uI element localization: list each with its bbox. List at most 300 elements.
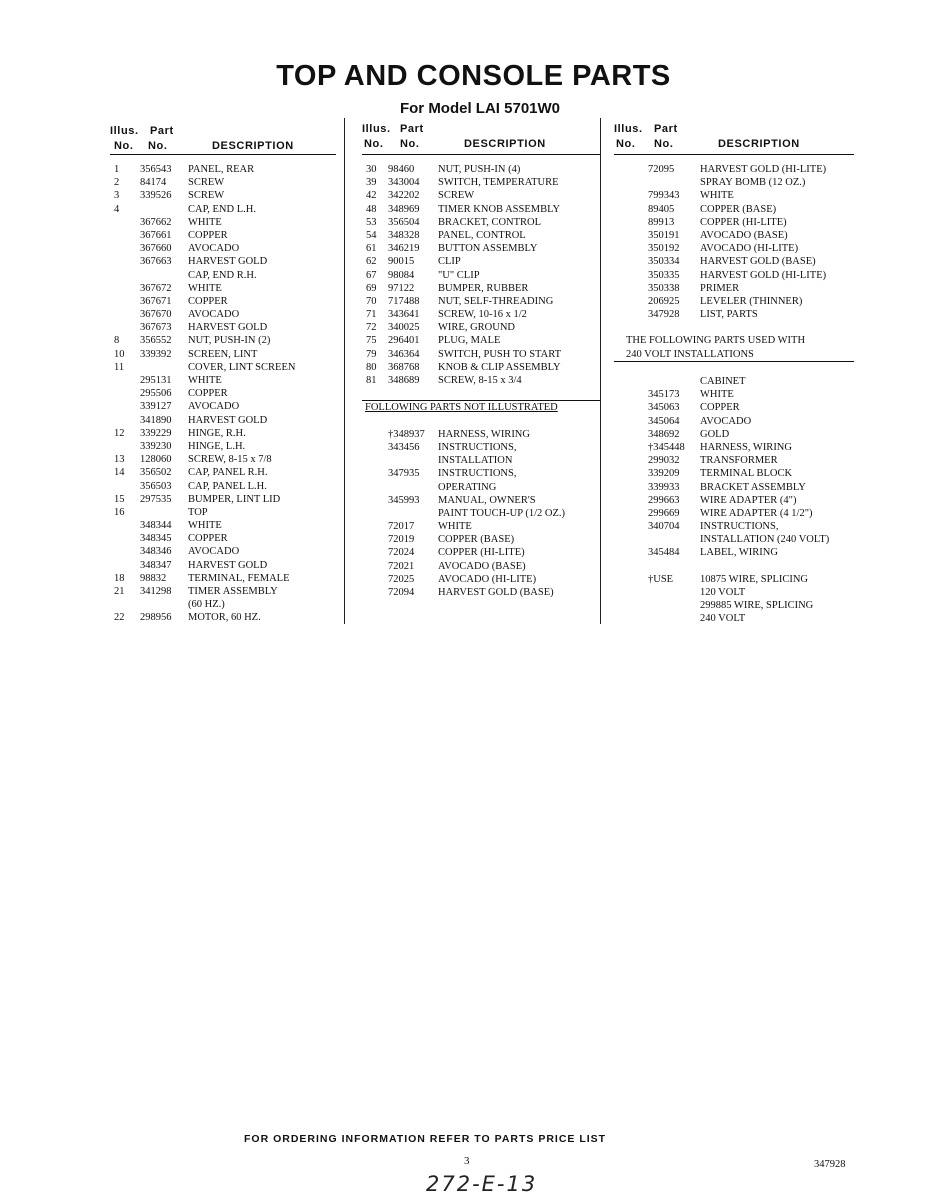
part-description: TRANSFORMER [700, 455, 778, 467]
part-number: 348969 [388, 203, 420, 215]
part-number: 367670 [140, 309, 172, 321]
parts-row [362, 520, 600, 533]
parts-row [110, 255, 336, 268]
part-number: 299669 [648, 507, 680, 519]
part-description: BRACKET, CONTROL [438, 216, 542, 228]
parts-column-3 [614, 118, 854, 626]
parts-row [362, 481, 600, 494]
parts-row [110, 453, 336, 466]
parts-row [362, 282, 600, 295]
part-description: 10875 WIRE, SPLICING [700, 573, 809, 585]
parts-row [110, 400, 336, 413]
part-description: HARVEST GOLD (BASE) [438, 587, 554, 598]
part-description: TERMINAL, FEMALE [188, 572, 290, 584]
part-number: 356543 [140, 164, 172, 175]
part-number: 339230 [140, 440, 172, 452]
parts-row [110, 374, 336, 387]
part-description: BUMPER, RUBBER [438, 282, 529, 294]
part-number: 350192 [648, 243, 680, 255]
header-description: DESCRIPTION [212, 140, 294, 152]
part-description: AVOCADO [188, 243, 240, 255]
part-number: 128060 [140, 454, 172, 466]
part-description: HARVEST GOLD [188, 559, 268, 571]
part-description: SCREW [188, 177, 225, 189]
part-number: 367672 [140, 282, 172, 294]
part-description: PANEL, REAR [188, 164, 255, 175]
row-spacer [614, 321, 854, 334]
part-number: 346364 [388, 348, 420, 360]
part-number: 343456 [388, 441, 420, 453]
part-description: PAINT TOUCH-UP (1/2 OZ.) [438, 507, 565, 519]
part-description: COVER, LINT SCREEN [188, 361, 296, 373]
part-description: OPERATING [438, 481, 497, 493]
part-number: 72017 [388, 521, 415, 533]
parts-row [110, 519, 336, 532]
part-description: INSTALLATION (240 VOLT) [700, 534, 830, 546]
part-number: 348689 [388, 375, 420, 386]
parts-list [614, 163, 854, 626]
parts-row [362, 560, 600, 573]
part-number: 339229 [140, 427, 172, 439]
part-description: AVOCADO [700, 415, 752, 427]
parts-row [614, 216, 854, 229]
part-description: WHITE [188, 520, 222, 532]
part-description: COPPER [188, 295, 228, 307]
part-number: 717488 [388, 295, 420, 307]
part-number: 98460 [388, 164, 415, 175]
parts-row [362, 361, 600, 374]
parts-row [110, 427, 336, 440]
illus-number: 14 [114, 467, 125, 479]
part-description: AVOCADO [188, 401, 240, 413]
illus-number: 48 [366, 203, 377, 215]
illus-number: 21 [114, 586, 125, 597]
part-description: WHITE [188, 282, 222, 294]
part-description: HARVEST GOLD [188, 256, 268, 268]
part-description: HARNESS, WIRING [700, 441, 792, 453]
parts-row [362, 216, 600, 229]
column-header [362, 118, 600, 155]
part-description: 299885 WIRE, SPLICING [700, 600, 814, 612]
part-number: 89405 [648, 203, 675, 215]
part-description: WIRE ADAPTER (4 1/2") [700, 507, 813, 519]
part-number: 72095 [648, 164, 675, 175]
parts-row [614, 203, 854, 216]
illus-number: 30 [366, 164, 377, 175]
page-title: TOP AND CONSOLE PARTS [276, 60, 671, 92]
illus-number: 72 [366, 322, 377, 334]
illus-number: 67 [366, 269, 377, 281]
part-number: 367673 [140, 322, 172, 334]
header-description: DESCRIPTION [464, 138, 546, 150]
parts-row [362, 334, 600, 347]
parts-row [362, 573, 600, 586]
part-description: (60 HZ.) [188, 599, 225, 611]
part-description: SCREW, 10-16 x 1/2 [438, 309, 527, 321]
header-part: Part [654, 123, 678, 135]
part-number: 90015 [388, 256, 415, 268]
part-number: †348937 [388, 428, 425, 440]
part-description: LEVELER (THINNER) [700, 295, 803, 307]
parts-row [110, 216, 336, 229]
part-description: COPPER (BASE) [700, 203, 777, 215]
part-description: COPPER (BASE) [438, 534, 515, 546]
parts-row [110, 176, 336, 189]
parts-row [362, 467, 600, 480]
part-number: 340025 [388, 322, 420, 334]
header-illus: Illus. [362, 123, 391, 135]
part-number: 348347 [140, 559, 172, 571]
illus-number: 22 [114, 612, 125, 624]
row-spacer [362, 415, 600, 428]
parts-row [362, 321, 600, 334]
parts-row [614, 189, 854, 202]
part-description: COPPER [188, 229, 228, 241]
part-description: CLIP [438, 256, 461, 268]
illus-number: 62 [366, 256, 377, 268]
parts-row [362, 255, 600, 268]
parts-row [362, 494, 600, 507]
part-description: CABINET [700, 376, 746, 387]
parts-row [614, 428, 854, 441]
column-header [614, 118, 854, 155]
part-description: FOLLOWING PARTS NOT ILLUSTRATED [365, 402, 558, 414]
parts-row [110, 361, 336, 374]
part-description: WIRE, GROUND [438, 322, 515, 334]
part-description: CAP, END L.H. [188, 203, 256, 215]
parts-row [362, 242, 600, 255]
header-illus: Illus. [614, 123, 643, 135]
part-number: 295506 [140, 388, 172, 400]
part-description: HARVEST GOLD (HI-LITE) [700, 164, 827, 175]
illus-number: 61 [366, 243, 377, 255]
part-number: 97122 [388, 282, 415, 294]
parts-row [362, 454, 600, 467]
part-number: 341298 [140, 586, 172, 597]
part-description: CAP, END R.H. [188, 269, 257, 281]
part-number: 343004 [388, 177, 420, 189]
illus-number: 4 [114, 203, 120, 215]
parts-row [362, 586, 600, 599]
illus-number: 39 [366, 177, 377, 189]
parts-row [614, 494, 854, 507]
parts-row [614, 388, 854, 401]
part-number: 347928 [648, 309, 680, 321]
part-description: HARVEST GOLD [188, 414, 268, 426]
part-description: COPPER (HI-LITE) [438, 547, 525, 559]
part-description: HINGE, L.H. [188, 440, 246, 452]
part-description: SWITCH, TEMPERATURE [438, 177, 559, 189]
parts-row [110, 585, 336, 598]
part-number: 339127 [140, 401, 172, 413]
parts-row [614, 255, 854, 268]
illus-number: 42 [366, 190, 377, 202]
part-number: 339526 [140, 190, 172, 202]
part-number: 367663 [140, 256, 172, 268]
parts-row [362, 533, 600, 546]
parts-row [110, 532, 336, 545]
illus-number: 16 [114, 506, 125, 518]
header-part: Part [150, 125, 174, 137]
part-number: 299032 [648, 455, 680, 467]
part-number: 348692 [648, 428, 680, 440]
illus-number: 71 [366, 309, 377, 321]
parts-row [614, 507, 854, 520]
illus-number: 13 [114, 454, 125, 466]
part-description: INSTRUCTIONS, [700, 521, 779, 533]
parts-row [110, 611, 336, 624]
header-part-no: No. [400, 138, 420, 150]
parts-row [110, 269, 336, 282]
parts-row [110, 414, 336, 427]
header-part: Part [400, 123, 424, 135]
part-description: GOLD [700, 428, 730, 440]
part-number: 345063 [648, 402, 680, 414]
part-number: 348328 [388, 229, 420, 241]
part-number: 299663 [648, 494, 680, 506]
part-number: 348345 [140, 533, 172, 545]
part-number: 347935 [388, 468, 420, 480]
part-description: SCREW [438, 190, 475, 202]
part-number: 72024 [388, 547, 415, 559]
parts-row [110, 348, 336, 361]
parts-row [110, 163, 336, 176]
part-description: NUT, PUSH-IN (4) [438, 164, 521, 175]
part-number: 348344 [140, 520, 172, 532]
parts-row [110, 189, 336, 202]
part-number: 356503 [140, 480, 172, 492]
part-number: 84174 [140, 177, 167, 189]
header-part-no: No. [654, 138, 674, 150]
handwritten-note: 272-E-13 [426, 1172, 538, 1196]
parts-row [110, 229, 336, 242]
parts-row [110, 387, 336, 400]
parts-row [362, 203, 600, 216]
header-illus: Illus. [110, 125, 139, 137]
parts-row [614, 520, 854, 533]
header-description: DESCRIPTION [718, 138, 800, 150]
part-description: TERMINAL BLOCK [700, 468, 793, 480]
parts-row [110, 308, 336, 321]
part-number: 343641 [388, 309, 420, 321]
parts-row [362, 374, 600, 387]
row-spacer [614, 362, 854, 375]
parts-row [110, 506, 336, 519]
parts-row [362, 295, 600, 308]
part-number: 345173 [648, 389, 680, 401]
parts-row [614, 295, 854, 308]
part-description: HARNESS, WIRING [438, 428, 530, 440]
illus-number: 3 [114, 190, 120, 202]
parts-row [614, 415, 854, 428]
parts-row [110, 440, 336, 453]
parts-row [614, 163, 854, 176]
parts-row [110, 480, 336, 493]
part-description: AVOCADO [188, 546, 240, 558]
parts-row [362, 428, 600, 441]
part-description: PRIMER [700, 282, 740, 294]
header-illus-no: No. [114, 140, 134, 152]
part-number: 72094 [388, 587, 415, 598]
parts-row [614, 282, 854, 295]
part-number: 350334 [648, 256, 680, 268]
part-number: 295131 [140, 375, 172, 386]
part-number: 367661 [140, 229, 172, 241]
parts-row [362, 441, 600, 454]
part-number: 72019 [388, 534, 415, 546]
illus-number: 80 [366, 361, 377, 373]
part-description: INSTRUCTIONS, [438, 441, 517, 453]
parts-row [110, 559, 336, 572]
parts-row [110, 321, 336, 334]
part-description: BUMPER, LINT LID [188, 493, 281, 505]
column-header [110, 118, 336, 155]
parts-column-2 [362, 118, 600, 599]
part-number: 345064 [648, 415, 680, 427]
part-description: AVOCADO (HI-LITE) [700, 243, 799, 255]
part-description: HARVEST GOLD (HI-LITE) [700, 269, 827, 281]
part-description: BUTTON ASSEMBLY [438, 243, 538, 255]
header-part-no: No. [148, 140, 168, 152]
part-description: TIMER ASSEMBLY [188, 586, 278, 597]
part-number: 350191 [648, 229, 680, 241]
parts-row [110, 493, 336, 506]
row-spacer [362, 387, 600, 400]
part-description: WHITE [700, 190, 734, 202]
part-number: †345448 [648, 441, 685, 453]
illus-number: 12 [114, 427, 125, 439]
part-number: 296401 [388, 335, 420, 347]
parts-row [614, 441, 854, 454]
parts-row [362, 189, 600, 202]
part-description: MOTOR, 60 HZ. [188, 612, 261, 624]
part-description: COPPER (HI-LITE) [700, 216, 787, 228]
part-description: WIRE ADAPTER (4") [700, 494, 797, 506]
part-number: 368768 [388, 361, 420, 373]
part-description: CAP, PANEL L.H. [188, 480, 267, 492]
part-description: WHITE [188, 216, 222, 228]
part-number: 345993 [388, 494, 420, 506]
part-description: AVOCADO (HI-LITE) [438, 573, 537, 585]
part-number: 342202 [388, 190, 420, 202]
part-description: SWITCH, PUSH TO START [438, 348, 561, 360]
part-description: AVOCADO (BASE) [438, 560, 526, 572]
part-description: SCREEN, LINT [188, 348, 258, 360]
part-number: 339392 [140, 348, 172, 360]
part-description: TOP [188, 506, 208, 518]
parts-list [110, 163, 336, 625]
part-description: BRACKET ASSEMBLY [700, 481, 806, 493]
ordering-footer: FOR ORDERING INFORMATION REFER TO PARTS PRICE LIST [244, 1133, 607, 1145]
parts-row [362, 269, 600, 282]
parts-row [110, 242, 336, 255]
parts-row [614, 546, 854, 559]
part-description: SPRAY BOMB (12 OZ.) [700, 177, 806, 189]
part-description: 240 VOLT INSTALLATIONS [626, 348, 754, 360]
parts-row [614, 269, 854, 282]
part-description: COPPER [188, 533, 228, 545]
part-description: WHITE [700, 389, 734, 401]
document-number: 347928 [814, 1159, 846, 1170]
illus-number: 54 [366, 229, 377, 241]
parts-row [614, 481, 854, 494]
part-description: THE FOLLOWING PARTS USED WITH [626, 335, 806, 347]
part-number: 340704 [648, 521, 680, 533]
part-description: MANUAL, OWNER'S [438, 494, 536, 506]
parts-row [614, 375, 854, 388]
illus-number: 18 [114, 572, 125, 584]
part-number: 341890 [140, 414, 172, 426]
model-subtitle: For Model LAI 5701W0 [399, 100, 561, 117]
part-number: 345484 [648, 547, 680, 559]
parts-row [614, 176, 854, 189]
part-number: 72021 [388, 560, 415, 572]
part-description: COPPER [188, 388, 228, 400]
part-number: 356504 [388, 216, 420, 228]
section-note [362, 400, 600, 414]
section-note [614, 334, 854, 347]
illus-number: 79 [366, 348, 377, 360]
part-number: 339209 [648, 468, 680, 480]
section-note [614, 348, 854, 361]
part-description: CAP, PANEL R.H. [188, 467, 268, 479]
column-divider [344, 118, 345, 624]
part-description: AVOCADO [188, 309, 240, 321]
part-description: SCREW, 8-15 x 3/4 [438, 375, 522, 386]
parts-row [614, 229, 854, 242]
parts-row [614, 454, 854, 467]
part-number: 346219 [388, 243, 420, 255]
part-description: LABEL, WIRING [700, 547, 778, 559]
parts-row [110, 203, 336, 216]
parts-row [362, 229, 600, 242]
parts-row [614, 308, 854, 321]
parts-row [110, 334, 336, 347]
illus-number: 1 [114, 164, 120, 175]
parts-row [110, 466, 336, 479]
part-description: HARVEST GOLD (BASE) [700, 256, 816, 268]
part-description: LIST, PARTS [700, 309, 758, 321]
parts-row [110, 598, 336, 611]
parts-row [614, 612, 854, 625]
part-number: 356502 [140, 467, 172, 479]
part-number: 298956 [140, 612, 172, 624]
illus-number: 81 [366, 375, 377, 386]
illus-number: 69 [366, 282, 377, 294]
part-description: SCREW [188, 190, 225, 202]
part-description: HARVEST GOLD [188, 322, 268, 334]
part-description: SCREW, 8-15 x 7/8 [188, 454, 272, 466]
parts-row [614, 586, 854, 599]
part-number: 367671 [140, 295, 172, 307]
header-illus-no: No. [616, 138, 636, 150]
header-illus-no: No. [364, 138, 384, 150]
part-description: COPPER [700, 402, 740, 414]
illus-number: 10 [114, 348, 125, 360]
part-number: 339933 [648, 481, 680, 493]
part-number: 89913 [648, 216, 675, 228]
part-number: 98084 [388, 269, 415, 281]
page-number: 3 [464, 1155, 470, 1167]
part-description: INSTALLATION [438, 455, 513, 467]
part-number: 297535 [140, 493, 172, 505]
parts-row [614, 401, 854, 414]
parts-row [362, 176, 600, 189]
part-description: PANEL, CONTROL [438, 229, 526, 241]
parts-row [110, 545, 336, 558]
parts-row [614, 242, 854, 255]
part-description: NUT, SELF-THREADING [438, 295, 554, 307]
